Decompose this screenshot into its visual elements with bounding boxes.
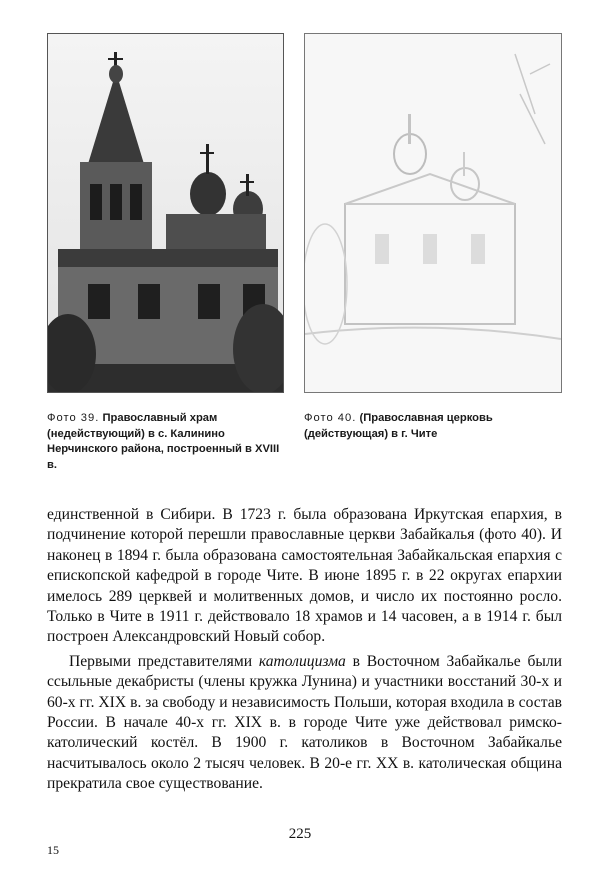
paragraph-2-start: Первыми представителями [69, 652, 259, 670]
caption-number: Фото 39. [47, 412, 100, 424]
paragraph-2 [47, 652, 562, 795]
page-number: 225 [288, 826, 312, 842]
caption-text: (Православная церковь (действующая) в г. Чите [304, 412, 493, 440]
caption-number: Фото 40. [304, 412, 357, 424]
italic-term: католицизма [258, 652, 346, 670]
paragraph-2-rest: в Восточном Забайкалье были ссыльные декабристы (члены кружка Лунина) и участники восстаний 30-х и 60-х гг. XIX в. за свободу и независимость Польши, которая входила в состав России. В начале 40-х гг. XIX в. в городе Чите уже действовал римско-католический костёл. В 1900 г. католиков в Восточном Забайкалье насчитывалось около 2 тысяч человек. В 20-е гг. XX в. католическая община прекратила свое существование. [47, 652, 562, 793]
photo-39-image [47, 33, 284, 393]
caption-text: Православный храм (недействующий) в с. Калинино Нерчинского района, построенный в XVIII в. [47, 412, 280, 471]
body-text [47, 505, 562, 795]
photo-40-caption [304, 411, 566, 442]
photo-40-image [304, 33, 562, 393]
photo-39-caption [47, 411, 287, 473]
paragraph-1: единственной в Сибири. В 1723 г. была образована Иркутская епархия, в подчинение которой перешли православные церкви Забайкалья (фото 40). И наконец в 1894 г. была образована самостоятельная Забайкальская епархия с епископской кафедрой в городе Чите. В июне 1895 г. в 22 округах епархии имелось 289 церквей и молитвенных домов, и число их постоянно росло. Только в Чите в 1911 г. действовало 18 храмов и 14 часовен, а в 1914 г. был построен Александровский Новый собор. [47, 506, 562, 646]
signature-mark: 15 [47, 843, 59, 857]
